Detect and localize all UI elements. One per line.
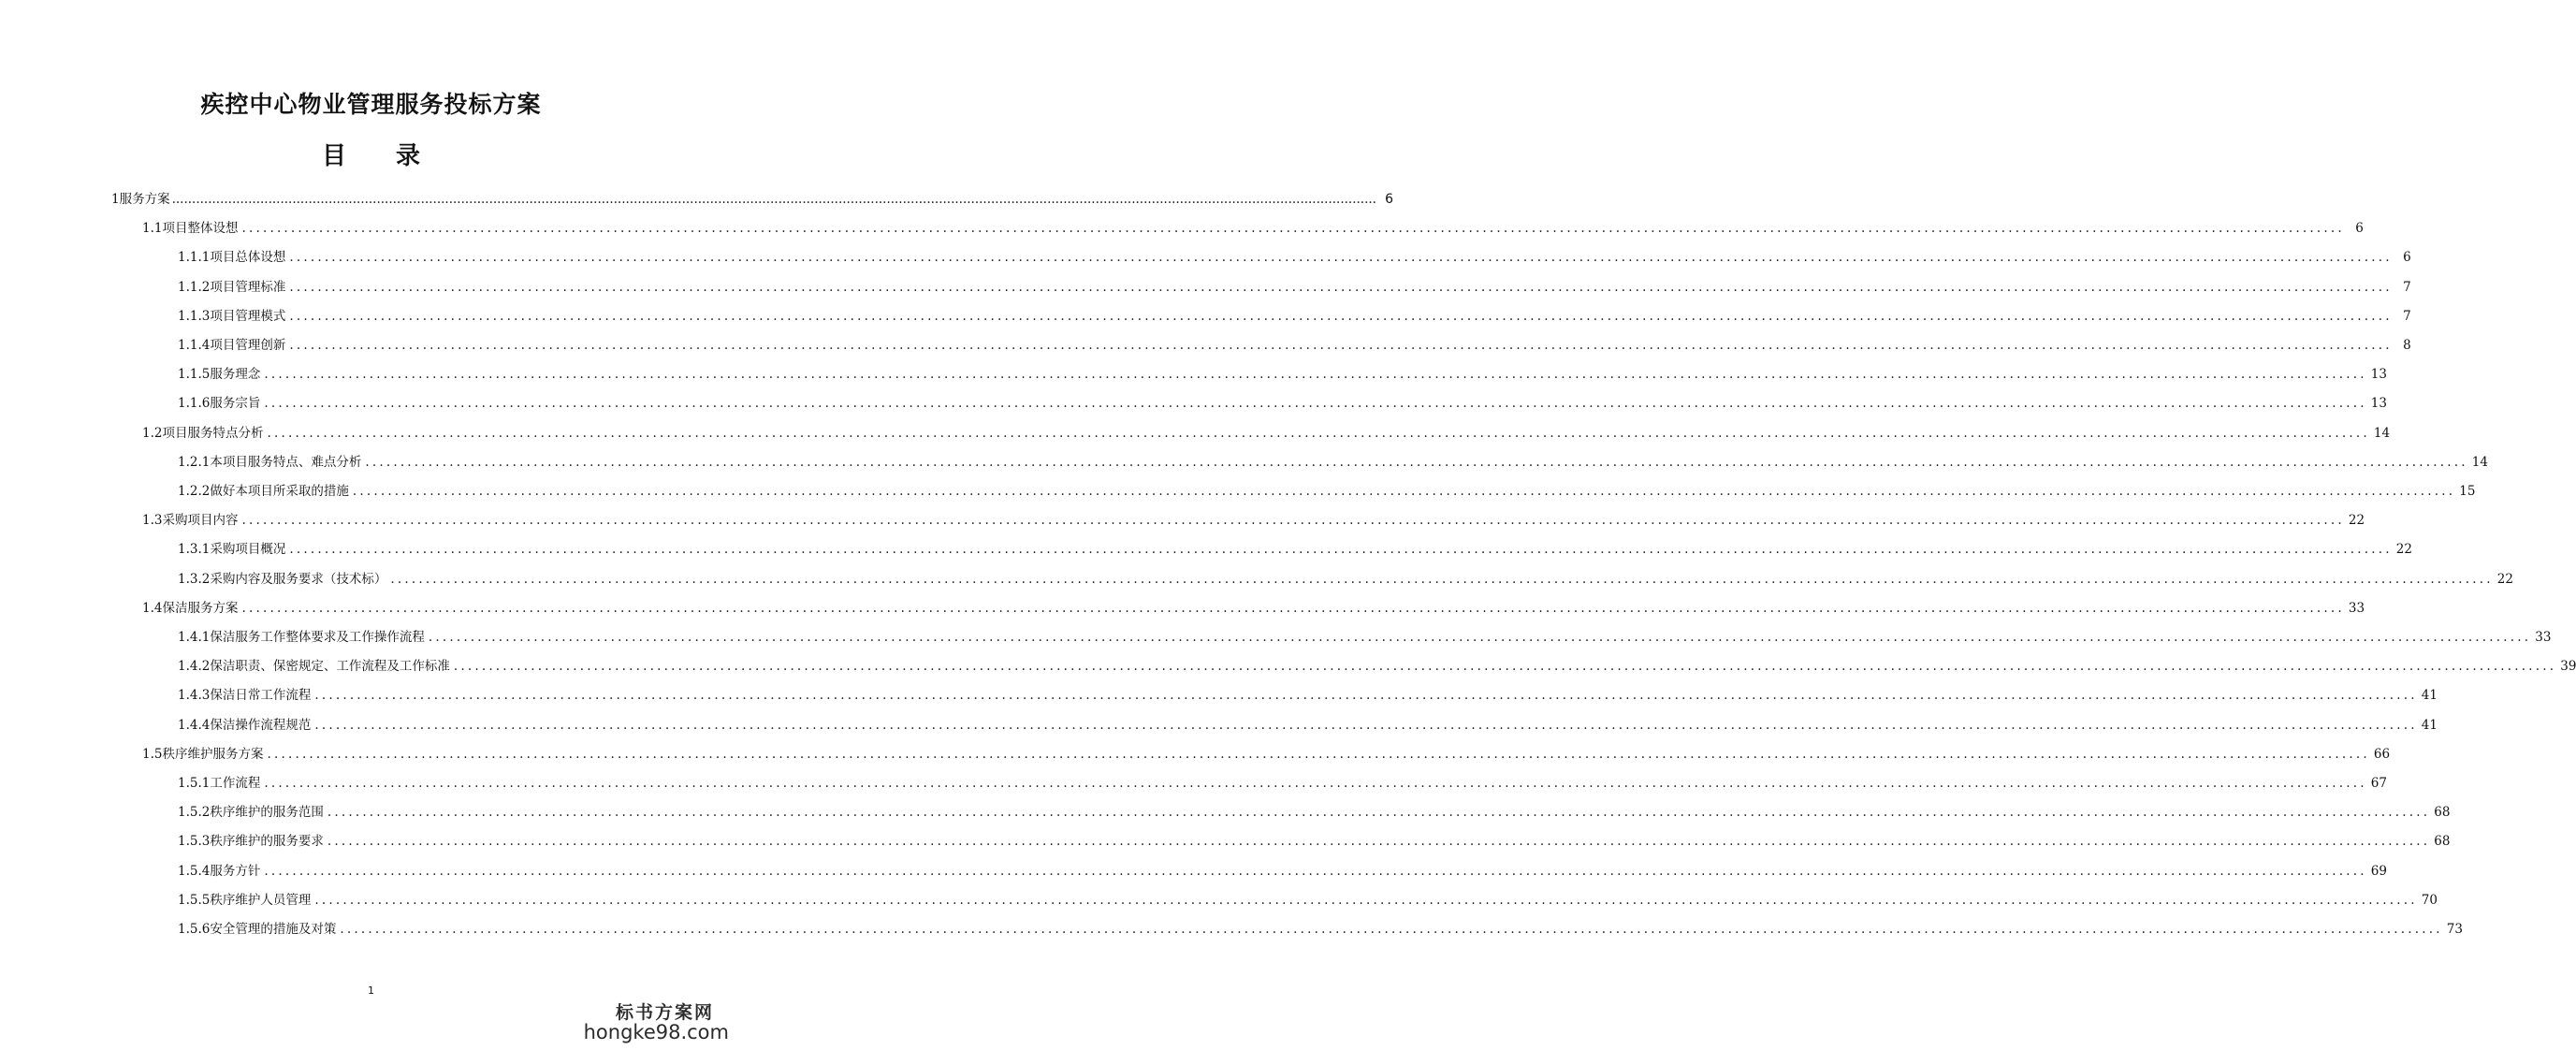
- toc-entry[interactable]: [178, 477, 2476, 500]
- toc-entry[interactable]: [178, 769, 2387, 792]
- toc-leader-dots: ............................................................................................................................................................................................................................................................................................................: [327, 805, 2431, 821]
- toc-entry-page: 41: [2421, 717, 2438, 733]
- toc-leader-dots: ............................................................................................................................................................................................................................................................................................................: [289, 250, 2393, 266]
- toc-entry[interactable]: [178, 360, 2387, 383]
- toc-leader-dots: ............................................................................................................................................................................................................................................................................................................: [453, 659, 2557, 675]
- toc-entry[interactable]: [178, 652, 2576, 675]
- toc-entry-page: 39: [2560, 659, 2576, 675]
- toc-heading: 目 录: [321, 142, 442, 170]
- toc-leader-dots: ............................................................................................................................................................................................................................................................................................................: [264, 863, 2367, 879]
- toc-leader-dots: ............................................................................................................................................................................................................................................................................................................: [171, 192, 1376, 207]
- document-title: 疾控中心物业管理服务投标方案: [200, 91, 542, 118]
- toc-leader-dots: ............................................................................................................................................................................................................................................................................................................: [264, 367, 2367, 383]
- toc-entry-page: 6: [2403, 250, 2411, 266]
- toc-leader-dots: ............................................................................................................................................................................................................................................................................................................: [264, 396, 2367, 412]
- toc-leader-dots: ............................................................................................................................................................................................................................................................................................................: [314, 892, 2418, 908]
- toc-entry[interactable]: [178, 389, 2387, 412]
- toc-leader-dots: ............................................................................................................................................................................................................................................................................................................: [267, 746, 2370, 762]
- toc-entry-title: 1.4.1保洁服务工作整体要求及工作操作流程: [178, 630, 425, 645]
- toc-entry-page: 7: [2403, 308, 2411, 324]
- toc-entry-title: 1.5秩序维护服务方案: [142, 746, 264, 762]
- toc-entry-page: 22: [2496, 571, 2513, 587]
- toc-entry[interactable]: [111, 185, 1393, 208]
- toc-leader-dots: ............................................................................................................................................................................................................................................................................................................: [289, 279, 2393, 295]
- toc-entry[interactable]: [178, 273, 2411, 296]
- toc-entry[interactable]: [142, 419, 2391, 442]
- toc-entry-page: 14: [2373, 425, 2391, 441]
- toc-entry-title: 1.2项目服务特点分析: [142, 425, 264, 441]
- toc-leader-dots: ............................................................................................................................................................................................................................................................................................................: [289, 542, 2393, 558]
- toc-entry-title: 1.5.1工作流程: [178, 776, 261, 791]
- toc-entry[interactable]: [178, 681, 2438, 704]
- toc-leader-dots: ............................................................................................................................................................................................................................................................................................................: [340, 922, 2443, 937]
- toc-entry-title: 1.4.4保洁操作流程规范: [178, 717, 312, 733]
- toc-entry-page: 13: [2370, 396, 2387, 412]
- toc-entry[interactable]: [178, 535, 2412, 558]
- toc-entry[interactable]: [178, 565, 2513, 588]
- toc-entry-title: 1服务方案: [111, 192, 170, 207]
- toc-leader-dots: ............................................................................................................................................................................................................................................................................................................: [241, 221, 2345, 237]
- toc-entry-page: 33: [2535, 630, 2552, 645]
- toc-entry-title: 1.3采购项目内容: [142, 513, 239, 529]
- toc-entry[interactable]: [142, 740, 2391, 763]
- toc-entry-title: 1.1项目整体设想: [142, 221, 239, 237]
- toc-entry-page: 69: [2370, 863, 2387, 879]
- toc-entry-title: 1.2.1本项目服务特点、难点分析: [178, 454, 362, 470]
- toc-entry-title: 1.2.2做好本项目所采取的措施: [178, 484, 349, 499]
- toc-entry-title: 1.4.2保洁职责、保密规定、工作流程及工作标准: [178, 659, 450, 675]
- toc-entry-page: 15: [2459, 484, 2476, 499]
- toc-entry[interactable]: [178, 448, 2488, 471]
- toc-entry-page: 66: [2373, 746, 2391, 762]
- toc-leader-dots: ............................................................................................................................................................................................................................................................................................................: [241, 600, 2345, 616]
- toc-entry-title: 1.5.6安全管理的措施及对策: [178, 922, 337, 937]
- toc-entry-title: 1.3.2采购内容及服务要求（技术标）: [178, 571, 387, 587]
- toc-entry-page: 22: [2348, 513, 2365, 529]
- page-number: 1: [368, 984, 374, 997]
- toc-leader-dots: ............................................................................................................................................................................................................................................................................................................: [314, 688, 2418, 704]
- toc-entry-title: 1.5.4服务方针: [178, 863, 261, 879]
- toc-leader-dots: ............................................................................................................................................................................................................................................................................................................: [365, 454, 2468, 470]
- toc-leader-dots: ............................................................................................................................................................................................................................................................................................................: [264, 776, 2367, 791]
- toc-leader-dots: ............................................................................................................................................................................................................................................................................................................: [267, 425, 2370, 441]
- watermark-url: hongke98.com: [583, 1021, 729, 1043]
- toc-entry[interactable]: [178, 331, 2411, 354]
- toc-entry-title: 1.4保洁服务方案: [142, 600, 239, 616]
- toc-entry-title: 1.1.6服务宗旨: [178, 396, 261, 412]
- toc-leader-dots: ............................................................................................................................................................................................................................................................................................................: [428, 630, 2532, 645]
- toc-entry-title: 1.3.1采购项目概况: [178, 542, 286, 558]
- toc-entry-title: 1.5.2秩序维护的服务范围: [178, 805, 324, 821]
- toc-entry-title: 1.5.3秩序维护的服务要求: [178, 834, 324, 850]
- toc-entry-page: 13: [2370, 367, 2387, 383]
- toc-leader-dots: ............................................................................................................................................................................................................................................................................................................: [314, 717, 2418, 733]
- toc-entry-title: 1.1.5服务理念: [178, 367, 261, 383]
- toc-entry[interactable]: [142, 594, 2365, 617]
- toc-entry[interactable]: [178, 857, 2387, 880]
- toc-entry-page: 73: [2446, 922, 2463, 937]
- toc-entry[interactable]: [142, 506, 2365, 529]
- toc-entry[interactable]: [178, 302, 2411, 325]
- toc-leader-dots: ............................................................................................................................................................................................................................................................................................................: [289, 338, 2393, 353]
- toc-entry-page: 68: [2434, 834, 2451, 850]
- toc-entry[interactable]: [178, 798, 2451, 821]
- toc-entry-title: 1.1.4项目管理创新: [178, 338, 286, 353]
- toc-entry[interactable]: [178, 243, 2411, 266]
- toc-entry[interactable]: [178, 711, 2438, 734]
- toc-leader-dots: ............................................................................................................................................................................................................................................................................................................: [390, 571, 2494, 587]
- toc-leader-dots: ............................................................................................................................................................................................................................................................................................................: [327, 834, 2431, 850]
- toc-entry-page: 6: [2355, 221, 2364, 237]
- toc-entry-page: 68: [2434, 805, 2451, 821]
- toc-entry-page: 7: [2403, 279, 2411, 295]
- toc-entry[interactable]: [178, 827, 2451, 850]
- toc-entry-title: 1.1.1项目总体设想: [178, 250, 286, 266]
- toc-leader-dots: ............................................................................................................................................................................................................................................................................................................: [241, 513, 2345, 529]
- toc-leader-dots: ............................................................................................................................................................................................................................................................................................................: [352, 484, 2456, 499]
- toc-entry-page: 67: [2370, 776, 2387, 791]
- toc-entry-title: 1.1.2项目管理标准: [178, 279, 286, 295]
- toc-entry-page: 8: [2403, 338, 2411, 353]
- toc-entry[interactable]: [142, 214, 2364, 237]
- toc-entry-page: 14: [2471, 454, 2488, 470]
- toc-entry[interactable]: [178, 886, 2438, 909]
- toc-entry-title: 1.4.3保洁日常工作流程: [178, 688, 312, 704]
- toc-leader-dots: ............................................................................................................................................................................................................................................................................................................: [289, 308, 2393, 324]
- toc-entry-title: 1.5.5秩序维护人员管理: [178, 892, 312, 908]
- toc-entry-page: 70: [2421, 892, 2438, 908]
- toc-entry-page: 33: [2348, 600, 2365, 616]
- toc-entry-page: 6: [1385, 192, 1393, 207]
- toc-entry-title: 1.1.3项目管理模式: [178, 308, 286, 324]
- toc-entry-page: 22: [2395, 542, 2412, 558]
- toc-entry[interactable]: [178, 623, 2552, 646]
- watermark-chinese: 标书方案网: [615, 1002, 714, 1023]
- toc-entry-page: 41: [2421, 688, 2438, 704]
- toc-entry[interactable]: [178, 915, 2463, 938]
